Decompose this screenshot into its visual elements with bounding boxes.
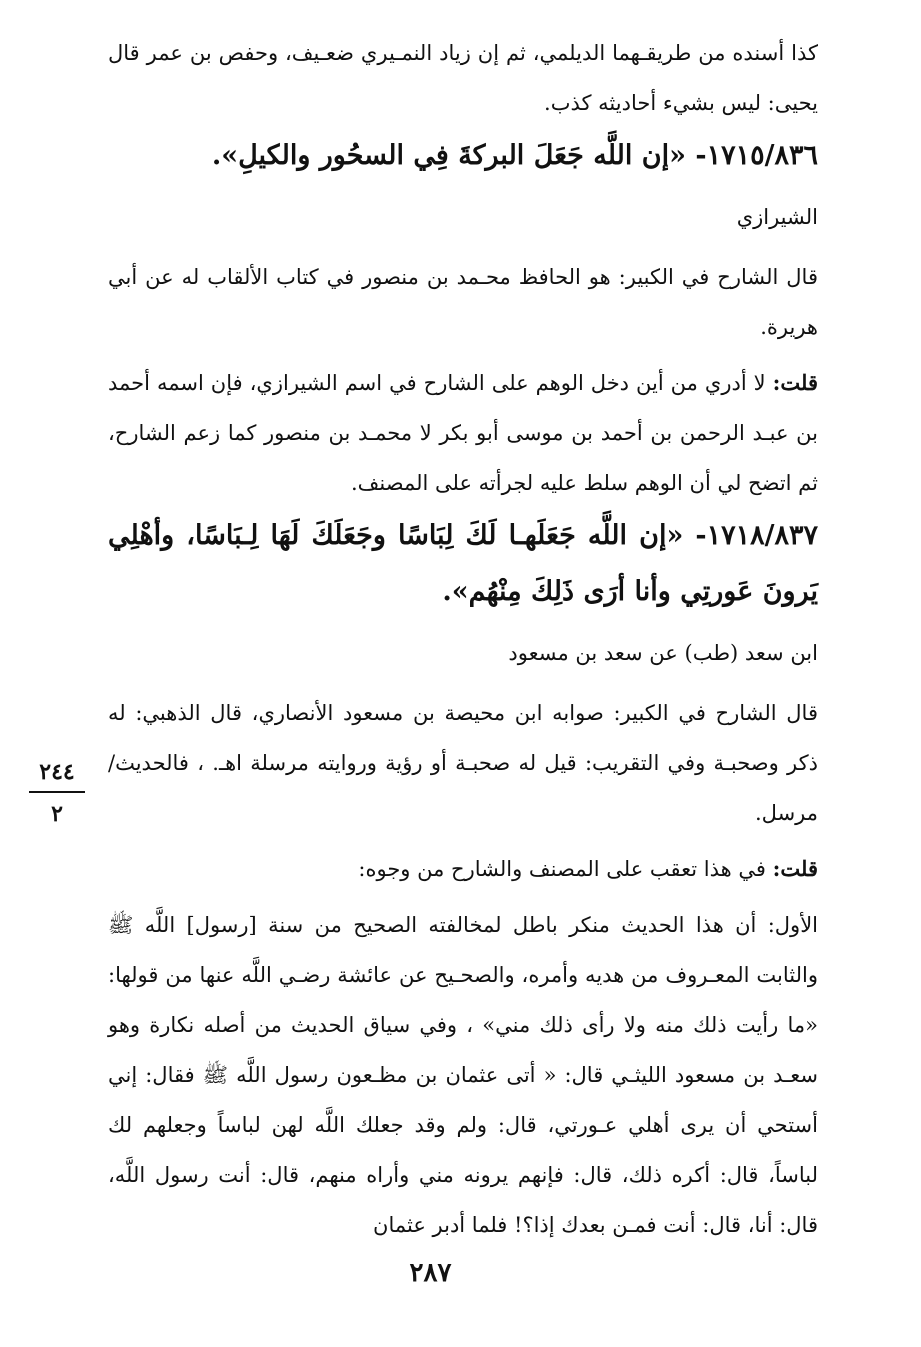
manuscript-folio-marker [22, 755, 92, 831]
commentary-paragraph [108, 252, 818, 352]
hadith-source [108, 192, 818, 242]
paragraph-text: كذا أسنده من طريقـهما الديلمي، ثم إن زياد النمـيري ضعـيف، وحفص بن عمر قال يحيى: ليس بشيء أحاديثه كذب. [108, 41, 818, 115]
commentary-paragraph [108, 688, 818, 838]
volume-number: ٢ [51, 801, 63, 827]
paragraph-text: قال الشارح في الكبير: صوابه ابن محيصة بن مسعود الأنصاري، قال الذهبي: له ذكر وصحبـة وفي التقريب: قيل له صحبـة أو رؤية وروايته مرسلة اهـ. ، فالحديث/ مرسل. [108, 701, 818, 825]
rebuttal-paragraph [108, 844, 818, 894]
paragraph-text: لا أدري من أين دخل الوهم على الشارح في اسم الشيرازي، فإن اسمه أحمد بن عبـد الرحمن بن أحمد بن موسى أبو بكر لا محمـد بن منصور كما زعم الشارح، ثم اتضح لي أن الوهم سلط عليه لجرأته على المصنف. [108, 371, 818, 495]
page-number: ٢٨٧ [409, 1258, 452, 1288]
source-text: ابن سعد (طب) عن سعد بن مسعود [508, 641, 818, 665]
hadith-source [108, 628, 818, 678]
source-text: الشيرازي [736, 205, 818, 229]
main-text [108, 28, 818, 1250]
hadith-text: ١٧١٥/٨٣٦- «إن اللَّه جَعَلَ البركةَ فِي السحُور والكيلِ». [211, 140, 818, 171]
folio-divider [29, 791, 85, 793]
hadith-837 [108, 508, 818, 620]
paragraph-text: في هذا تعقب على المصنف والشارح من وجوه: [358, 857, 773, 881]
paragraph-text: قال الشارح في الكبير: هو الحافظ محـمد بن منصور في كتاب الألقاب له عن أبي هريرة. [108, 265, 818, 339]
lead-word: قلت: [772, 856, 818, 881]
lead-word: قلت: [772, 370, 818, 395]
folio-number: ٢٤٤ [39, 759, 75, 785]
paragraph-intro [108, 28, 818, 128]
rebuttal-paragraph [108, 358, 818, 508]
paragraph-text: الأول: أن هذا الحديث منكر باطل لمخالفته الصحيح من سنة [رسول] اللَّه ﷺ والثابت المعـروف من هديه وأمره، والصحـيح عن عائشة رضـي اللَّه عنها من قولها: «ما رأيت ذلك منه ولا رأى ذلك مني» ، وفي سياق الحديث من أصله نكارة وهو سعـد بن مسعود الليثـي قال: « أتى عثمان بن مظـعون رسول اللَّه ﷺ فقال: إني أستحي أن يرى أهلي عـورتي، قال: ولم وقد جعلك اللَّه لهن لباساً وجعلهم لك لباساً، قال: أكره ذلك، قال: فإنهم يرونه مني وأراه منهم، قال: أنت رسول اللَّه، قال: أنا، قال: أنت فمـن بعدك إذا؟! فلما أدبر عثمان [108, 913, 818, 1237]
hadith-text: ١٧١٨/٨٣٧- «إن اللَّه جَعَلَهـا لَكَ لِبَاسًا وجَعَلَكَ لَهَا لِـبَاسًا، وأهْلِي يَرونَ عَورتِي وأنا أرَى ذَلِكَ مِنْهُم». [108, 520, 818, 607]
hadith-836 [108, 128, 818, 184]
first-point-paragraph [108, 900, 818, 1250]
